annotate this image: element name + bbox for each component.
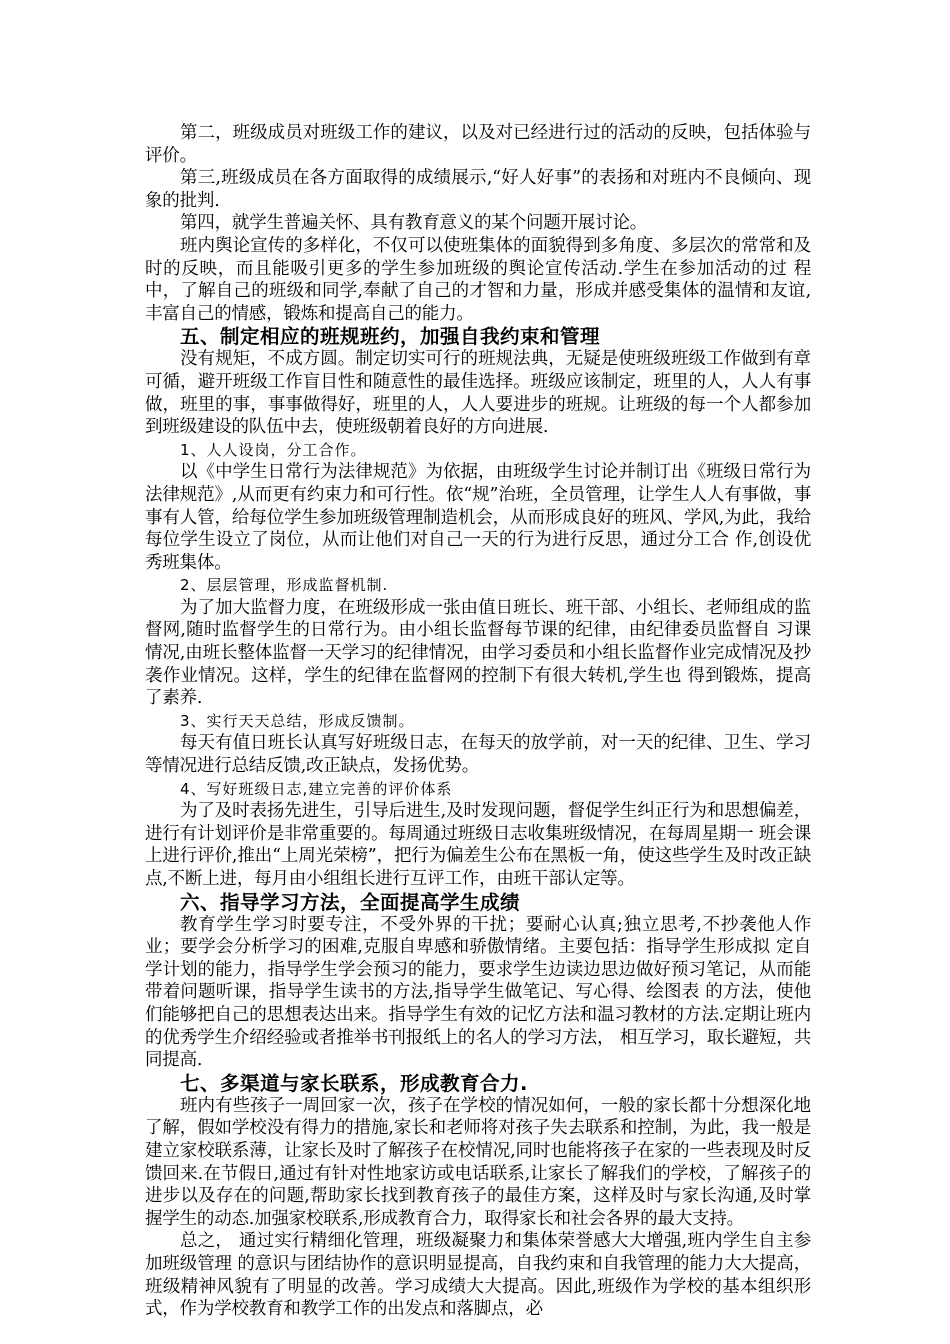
paragraph-parent-contact: 班内有些孩子一周回家一次，孩子在学校的情况如何，一般的家长都十分想深化地了解，假如学校没有得力的措施,家长和老师将对孩子失去联系和控制，为此，我一般是建立家校联系薄，让家长及时了解孩子在校情况,同时也能将孩子在家的一些表现及时反馈回来.在节假日,通过有针对性地家访或电话联系,让家长了解我们的学校，了解孩子的进步以及存在的问题,帮助家长找到教育孩子的最佳方案，这样及时与家长沟通,及时掌握学生的动态.加强家校联系,形成教育合力，取得家长和社会各界的最大支持。 bbox=[145, 1095, 811, 1229]
section-heading-7: 七、多渠道与家长联系，形成教育合力. bbox=[180, 1071, 528, 1095]
paragraph-publicity: 班内舆论宣传的多样化，不仅可以使班集体的面貌得到多角度、多层次的常常和及时的反映，而且能吸引更多的学生参加班级的舆论宣传活动.学生在参加活动的过 程中，了解自己的班级和同学,奉献了自己的才智和力量，形成并感受集体的温情和友谊,丰富自己的情感，锻炼和提高自己的能力。 bbox=[145, 235, 811, 324]
subheading-1: 1、人人设岗，分工合作。 bbox=[180, 440, 367, 459]
paragraph-class-rules: 没有规矩，不成方圆。制定切实可行的班规法典，无疑是使班级班级工作做到有章可循，避开班级工作盲目性和随意性的最佳选择。班级应该制定，班里的人，人人有事做，班里的事，事事做得好，班里的人，人人要进步的班规。让班级的每一个人都参加到班级建设的队伍中去，使班级朝着良好的方向进展. bbox=[145, 349, 811, 438]
paragraph-behavior-norms: 以《中学生日常行为法律规范》为依据，由班级学生讨论并制订出《班级日常行为法律规范》,从而更有约束力和可行性。依“规”治班，全员管理，让学生人人有事做，事 事有人管，给每位学生参加班级管理制造机会，从而形成良好的班风、学风,为此，我给每位学生设立了岗位，从而让他们对自己一天的行为进行反思，通过分工合 作,创设优秀班集体。 bbox=[145, 462, 811, 573]
subheading-4: 4、写好班级日志,建立完善的评价体系 bbox=[180, 779, 453, 798]
paragraph-study-methods: 教育学生学习时要专注，不受外界的干扰；要耐心认真;独立思考,不抄袭他人作业；要学会分析学习的困难,克服自卑感和骄傲情绪。主要包括：指导学生形成拟 定自学计划的能力，指导学生学会预习的能力，要求学生边读边思边做好预习笔记，从而能带着问题听课，指导学生读书的方法,指导学生做笔记、写心得、绘图表 的方法，使他们能够把自己的思想表达出来。指导学生有效的记忆方法和温习教材的方法.定期让班内的优秀学生介绍经验或者推举书刊报纸上的名人的学习方法， 相互学习，取长避短，共同提高. bbox=[145, 914, 811, 1071]
paragraph-conclusion: 总之， 通过实行精细化管理，班级凝聚力和集体荣誉感大大增强,班内学生自主参加班级管理 的意识与团结协作的意识明显提高，自我约束和自我管理的能力大大提高，班级精神风貌有了明显的改善。学习成绩大大提高。因此,班级作为学校的基本组织形 式，作为学校教育和教学工作的出发点和落脚点，必 bbox=[145, 1231, 811, 1320]
paragraph-discussion: 第四，就学生普遍关怀、具有教育意义的某个问题开展讨论。 bbox=[180, 213, 648, 234]
document-page bbox=[145, 122, 811, 1321]
subheading-3: 3、实行天天总结，形成反馈制。 bbox=[180, 711, 415, 730]
subheading-2: 2、层层管理，形成监督机制. bbox=[180, 576, 389, 595]
paragraph-supervision: 为了加大监督力度，在班级形成一张由值日班长、班干部、小组长、老师组成的监督网,随时监督学生的日常行为。由小组长监督每节课的纪律，由纪律委员监督自 习课情况,由班长整体监督一天学习的纪律情况，由学习委员和小组长监督作业完成情况及抄袭作业情况。这样，学生的纪律在监督网的控制下有很大转机,学生也 得到锻炼，提高了素养. bbox=[145, 597, 811, 709]
paragraph-achievements: 第三,班级成员在各方面取得的成绩展示,“好人好事”的表扬和对班内不良倾向、现象的批判. bbox=[145, 168, 811, 211]
paragraph-evaluation: 为了及时表扬先进生，引导后进生,及时发现问题，督促学生纠正行为和思想偏差，进行有计划评价是非常重要的。每周通过班级日志收集班级情况，在每周星期一 班会课上进行评价,推出“上周光荣榜”，把行为偏差生公布在黑板一角，使这些学生及时改正缺点,不断上进，每月由小组组长进行互评工作，由班干部认定等。 bbox=[145, 801, 811, 889]
section-heading-6: 六、指导学习方法，全面提高学生成绩 bbox=[180, 890, 521, 914]
section-heading-5: 五、制定相应的班规班约，加强自我约束和管理 bbox=[180, 325, 601, 349]
paragraph-suggestions: 第二，班级成员对班级工作的建议，以及对已经进行过的活动的反映，包括体验与评价。 bbox=[145, 123, 811, 166]
paragraph-daily-summary: 每天有值日班长认真写好班级日志，在每天的放学前，对一天的纪律、卫生、学习等情况进行总结反馈,改正缺点，发扬优势。 bbox=[145, 733, 811, 777]
